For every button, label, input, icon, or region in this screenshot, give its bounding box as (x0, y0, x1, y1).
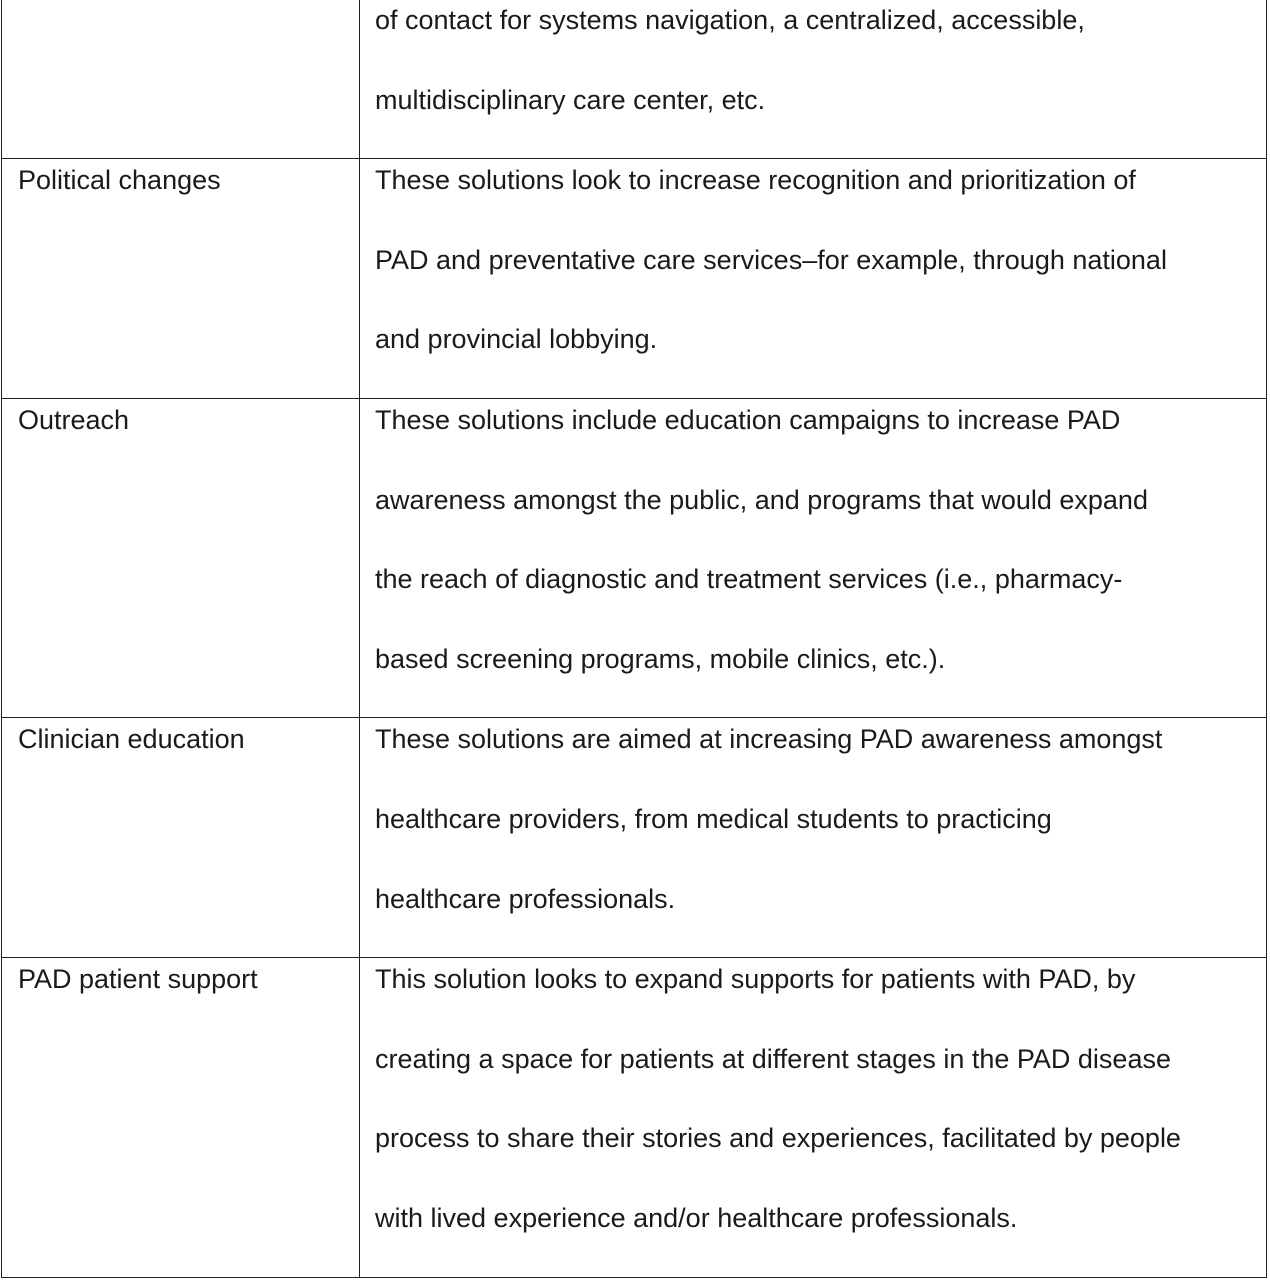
table-row (2, 958, 1267, 1277)
description-line: healthcare professionals. (375, 883, 676, 914)
description-line: healthcare providers, from medical students to practicing (375, 803, 1052, 834)
description-cell (360, 718, 1267, 958)
table-row (2, 0, 1267, 159)
description-line: with lived experience and/or healthcare professionals. (375, 1202, 1018, 1233)
description-line: These solutions include education campaigns to increase PAD (375, 404, 1121, 435)
description-line: process to share their stories and experiences, facilitated by people (375, 1123, 1181, 1154)
category-cell (2, 398, 360, 717)
category-label: Outreach (18, 404, 130, 435)
description-cell (360, 159, 1267, 399)
description-line: This solution looks to expand supports for patients with PAD, by (375, 964, 1136, 995)
table-row (2, 718, 1267, 958)
category-label: Clinician education (18, 724, 245, 755)
solutions-table (1, 0, 1267, 1278)
category-label: PAD patient support (18, 964, 258, 995)
description-line: and provincial lobbying. (375, 324, 658, 355)
category-label (18, 0, 359, 61)
category-label: Political changes (18, 165, 221, 196)
description-line: These solutions are aimed at increasing PAD awareness amongst (375, 724, 1163, 755)
description-cell (360, 958, 1267, 1277)
description-line: of contact for systems navigation, a centralized, accessible, (375, 5, 1085, 35)
description-cell (360, 0, 1267, 159)
category-cell (2, 958, 360, 1277)
category-cell (2, 718, 360, 958)
description-line: awareness amongst the public, and programs that would expand (375, 484, 1148, 515)
description-cell (360, 398, 1267, 717)
description-line: PAD and preventative care services–for example, through national (375, 244, 1167, 275)
description-line: These solutions look to increase recognition and prioritization of (375, 165, 1136, 196)
description-line: the reach of diagnostic and treatment services (i.e., pharmacy- (375, 564, 1123, 595)
category-cell (2, 159, 360, 399)
description-line: based screening programs, mobile clinics, etc.). (375, 643, 946, 674)
category-cell (2, 0, 360, 159)
description-line: multidisciplinary care center, etc. (375, 84, 766, 115)
table-row (2, 398, 1267, 717)
table-row (2, 159, 1267, 399)
description-line: creating a space for patients at different stages in the PAD disease (375, 1043, 1171, 1074)
